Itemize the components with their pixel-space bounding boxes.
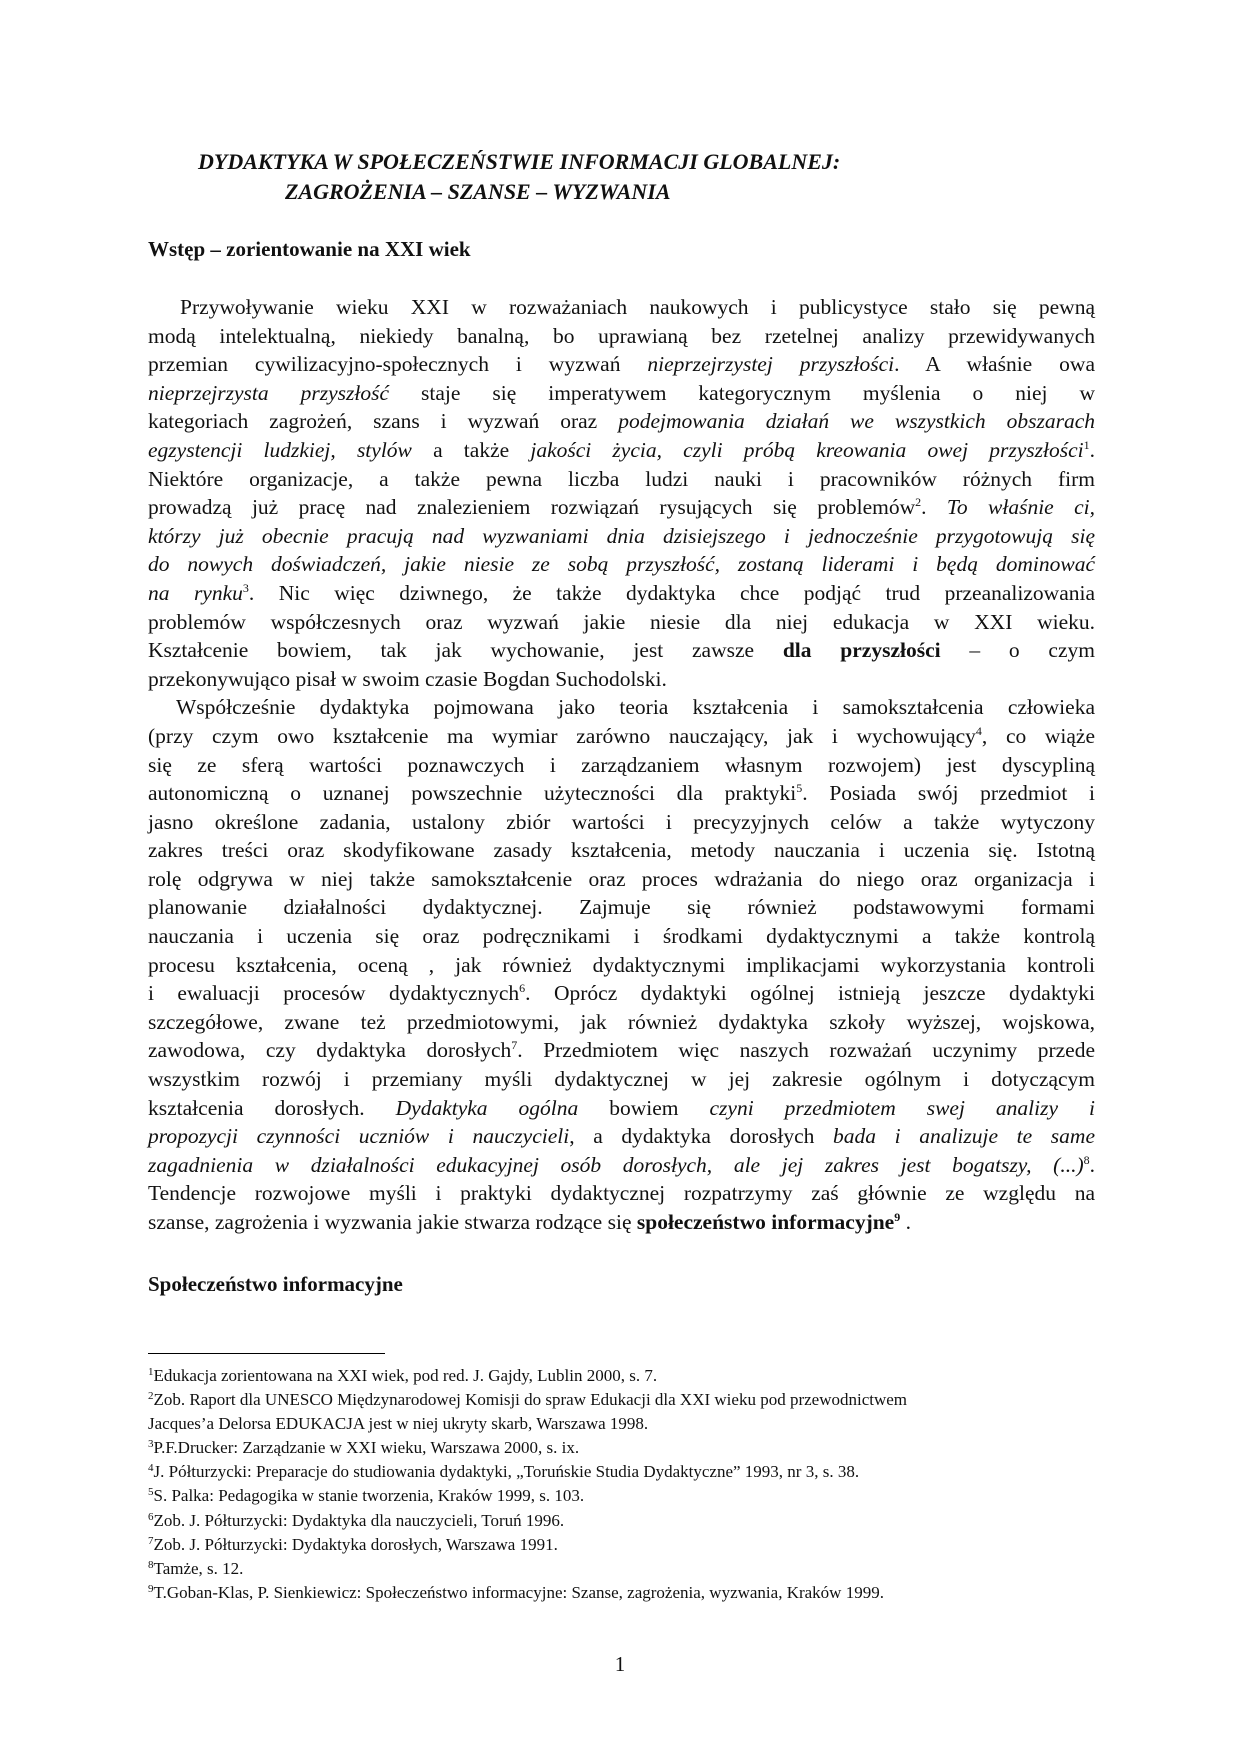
footnote-text: P.F.Drucker: Zarządzanie w XXI wieku, Warszawa 2000, s. ix. xyxy=(153,1438,580,1458)
italic-text: do nowych doświadczeń, jakie niesie ze sobą przyszłość, zostaną liderami i będą dominować xyxy=(148,552,1095,577)
footnote-number: 6 xyxy=(148,1510,154,1523)
footnote-line xyxy=(148,1509,1095,1533)
italic-text: którzy już obecnie pracują nad wyzwaniami dnia dzisiejszego i jednocześnie przygotowują się xyxy=(148,523,1095,548)
document-title-line1: DYDAKTYKA W SPOŁECZEŃSTWIE INFORMACJI GLOBALNEJ: xyxy=(198,149,841,174)
footnote-number: 8 xyxy=(148,1558,154,1571)
text-run: kształcenia dorosłych. xyxy=(148,1095,396,1120)
footnote xyxy=(148,1436,1095,1460)
footnote-number: 2 xyxy=(148,1390,154,1403)
footnote-text: Zob. Raport dla UNESCO Międzynarodowej Komisji do spraw Edukacji dla XXI wieku pod przewodnictwem xyxy=(153,1390,908,1410)
text-line xyxy=(148,465,1095,494)
text-run: wszystkim rozwój i przemiany myśli dydaktycznej w jej zakresie ogólnym i dotyczącym xyxy=(148,1067,1095,1092)
footnotes xyxy=(148,1364,1095,1605)
text-line xyxy=(148,922,1095,951)
footnote-number: 3 xyxy=(148,1438,154,1451)
text-line xyxy=(148,1036,1095,1065)
footnote xyxy=(148,1460,1095,1484)
footnote-ref: 5 xyxy=(796,781,803,796)
text-run: . xyxy=(1089,1152,1095,1177)
footnote-text: Zob. J. Półturzycki: Dydaktyka dla nauczycieli, Toruń 1996. xyxy=(153,1510,565,1530)
text-line xyxy=(148,1094,1095,1123)
text-run: rolę odgrywa w niej także samokształcenie oraz proces wdrażania do niego oraz organizacja i xyxy=(148,866,1095,891)
text-run: . xyxy=(1089,437,1095,462)
footnote-ref: 7 xyxy=(511,1038,518,1053)
text-run: przemian cywilizacyjno-społecznych i wyzwań xyxy=(148,352,648,377)
text-run: planowanie działalności dydaktycznej. Zajmuje się również podstawowymi formami xyxy=(148,895,1095,920)
footnote-line xyxy=(148,1412,1095,1436)
text-run: . xyxy=(921,495,947,520)
text-run: przekonywująco pisał w swoim czasie Bogdan Suchodolski. xyxy=(148,666,667,691)
bold-text: dla przyszłości xyxy=(782,638,941,663)
text-run: . Oprócz dydaktyki ogólnej istnieją jeszcze dydaktyki xyxy=(525,981,1096,1006)
text-line xyxy=(148,436,1095,465)
footnote-number: 7 xyxy=(148,1534,154,1547)
text-line xyxy=(148,951,1095,980)
text-line xyxy=(148,779,1095,808)
text-run: . Nic więc dziwnego, że także dydaktyka chce podjąć trud przeanalizowania xyxy=(248,580,1096,605)
text-run: Tendencje rozwojowe myśli i praktyki dydaktycznej rozpatrzymy zaś głównie ze względu na xyxy=(148,1181,1095,1206)
text-line xyxy=(148,1008,1095,1037)
footnote-number: 5 xyxy=(148,1486,154,1499)
footnote xyxy=(148,1484,1095,1508)
italic-text: na rynku xyxy=(148,580,243,605)
text-line xyxy=(148,579,1095,608)
paragraph xyxy=(148,293,1095,693)
text-line xyxy=(148,808,1095,837)
footnote-number: 1 xyxy=(148,1366,154,1378)
text-run: autonomiczną o uznanej powszechnie użyteczności dla praktyki xyxy=(148,781,797,806)
footnote-line xyxy=(148,1533,1095,1557)
italic-text: To właśnie ci, xyxy=(946,495,1095,520)
italic-text: propozycji czynności uczniów i nauczycieli xyxy=(148,1124,570,1149)
footnote-ref: 1 xyxy=(1083,437,1090,452)
text-run: . xyxy=(900,1210,911,1234)
footnote-text: Jacques’a Delorsa EDUKACJA jest w niej ukryty skarb, Warszawa 1998. xyxy=(148,1414,649,1434)
footnote-text: J. Półturzycki: Preparacje do studiowania dydaktyki, „Toruńskie Studia Dydaktyczne” 1993, nr 3, s. 38. xyxy=(153,1462,860,1482)
text-run: a także xyxy=(411,437,531,462)
footnote-separator xyxy=(148,1353,385,1354)
text-run: zakres treści oraz skodyfikowane zasady kształcenia, metody nauczania i uczenia się. Istotną xyxy=(148,838,1095,863)
footnote-text: Edukacja zorientowana na XXI wiek, pod red. J. Gajdy, Lublin 2000, s. 7. xyxy=(153,1366,658,1385)
italic-text: Dydaktyka ogólna xyxy=(395,1095,579,1120)
text-run: jasno określone zadania, ustalony zbiór wartości i precyzyjnych celów a także wytyczony xyxy=(148,809,1095,834)
text-run: Niektóre organizacje, a także pewna liczba ludzi nauki i pracowników różnych firm xyxy=(148,466,1095,491)
text-run: . Posiada swój przedmiot i xyxy=(802,781,1095,806)
text-line xyxy=(148,379,1095,408)
text-run: kategoriach zagrożeń, szans i wyzwań oraz xyxy=(148,409,619,434)
text-run: Przywoływanie wieku XXI w rozważaniach naukowych i publicystyce stało się pewną xyxy=(180,295,1095,319)
text-line xyxy=(148,1179,1095,1208)
text-run: problemów współczesnych oraz wyzwań jakie niesie dla niej edukacja w XXI wieku. xyxy=(148,609,1095,634)
text-line xyxy=(148,293,1095,322)
italic-text: nieprzejrzystej przyszłości xyxy=(647,352,895,377)
text-run: szanse, zagrożenia i wyzwania jakie stwarza rodzące się xyxy=(148,1210,637,1234)
footnote-line xyxy=(148,1364,1095,1388)
text-run: . Przedmiotem więc naszych rozważań uczynimy przede xyxy=(517,1038,1095,1063)
text-run: procesu kształcenia, oceną , jak również dydaktycznymi implikacjami wykorzystania kontroli xyxy=(148,952,1095,977)
italic-text: czyni przedmiotem swej analizy i xyxy=(709,1095,1095,1120)
text-line xyxy=(148,1065,1095,1094)
footnote-ref: 2 xyxy=(915,495,922,510)
footnote-number: 9 xyxy=(148,1582,154,1595)
footnote xyxy=(148,1581,1095,1605)
footnote-text: Tamże, s. 12. xyxy=(153,1558,244,1578)
text-line xyxy=(148,665,1095,694)
text-line xyxy=(148,322,1095,351)
section-heading-intro: Wstęp – zorientowanie na XXI wiek xyxy=(148,237,471,261)
text-run: i ewaluacji procesów dydaktycznych xyxy=(148,981,520,1006)
text-line xyxy=(148,1122,1095,1151)
text-run: , a dydaktyka dorosłych xyxy=(569,1124,833,1149)
footnote xyxy=(148,1364,1095,1388)
text-run: Kształcenie bowiem, tak jak wychowanie, jest zawsze xyxy=(148,638,783,663)
footnote-ref: 3 xyxy=(242,580,249,595)
italic-text: nieprzejrzysta przyszłość xyxy=(148,380,390,405)
text-run: , co wiąże xyxy=(981,723,1095,748)
text-line xyxy=(148,522,1095,551)
text-line xyxy=(148,693,1095,722)
text-run: staje się imperatywem kategorycznym myślenia o niej w xyxy=(389,380,1096,405)
italic-text: podejmowania działań we wszystkich obszarach xyxy=(618,409,1095,434)
italic-text: egzystencji ludzkiej, stylów xyxy=(148,437,412,462)
text-run: się ze sferą wartości poznawczych i zarządzaniem własnym rozwojem) jest dyscypliną xyxy=(148,752,1095,777)
footnote-ref: 6 xyxy=(519,981,526,996)
italic-text: jakości życia, czyli próbą kreowania owej przyszłości xyxy=(530,437,1084,462)
text-line xyxy=(148,350,1095,379)
footnote-ref: 8 xyxy=(1083,1152,1090,1167)
italic-text: zagadnienia w działalności edukacyjnej osób dorosłych, ale jej zakres jest bogatszy, (...) xyxy=(148,1152,1084,1177)
text-run: . A właśnie owa xyxy=(894,352,1095,377)
text-run: zawodowa, czy dydaktyka dorosłych xyxy=(148,1038,512,1063)
body-text xyxy=(148,293,1095,1237)
text-run: bowiem xyxy=(578,1095,710,1120)
text-line xyxy=(148,1208,1095,1237)
italic-text: bada i analizuje te same xyxy=(832,1124,1095,1149)
text-line xyxy=(148,893,1095,922)
text-run: nauczania i uczenia się oraz podręcznikami i środkami dydaktycznymi a także kontrolą xyxy=(148,924,1095,949)
footnote-ref: 9 xyxy=(894,1210,901,1224)
text-run: szczegółowe, zwane też przedmiotowymi, jak również dydaktyka szkoły wyższej, wojskowa, xyxy=(148,1009,1095,1034)
footnote xyxy=(148,1533,1095,1557)
footnote-ref: 4 xyxy=(975,723,982,738)
footnote-text: Zob. J. Półturzycki: Dydaktyka dorosłych, Warszawa 1991. xyxy=(153,1534,558,1554)
text-line xyxy=(148,636,1095,665)
footnote-text: S. Palka: Pedagogika w stanie tworzenia, Kraków 1999, s. 103. xyxy=(153,1486,585,1506)
footnote xyxy=(148,1509,1095,1533)
document-title-line2: ZAGROŻENIA – SZANSE – WYZWANIA xyxy=(285,179,671,204)
footnote xyxy=(148,1557,1095,1581)
page-number: 1 xyxy=(614,1652,626,1676)
footnote-line xyxy=(148,1557,1095,1581)
text-line xyxy=(148,979,1095,1008)
paragraph xyxy=(148,693,1095,1236)
text-line xyxy=(148,407,1095,436)
text-run: prowadzą już pracę nad znalezieniem rozwiązań rysujących się problemów xyxy=(148,495,916,520)
footnote-line xyxy=(148,1436,1095,1460)
text-line xyxy=(148,493,1095,522)
footnote-text: T.Goban-Klas, P. Sienkiewicz: Społeczeństwo informacyjne: Szanse, zagrożenia, wyzwania, Kraków 1999. xyxy=(153,1582,884,1602)
bold-text: społeczeństwo informacyjne xyxy=(636,1210,895,1234)
footnote-line xyxy=(148,1581,1095,1605)
section-heading-information-society: Społeczeństwo informacyjne xyxy=(148,1272,403,1296)
text-line xyxy=(148,550,1095,579)
text-line xyxy=(148,1151,1095,1180)
text-line xyxy=(148,608,1095,637)
footnote-line xyxy=(148,1388,1095,1412)
text-run: Współcześnie dydaktyka pojmowana jako teoria kształcenia i samokształcenia człowieka xyxy=(176,695,1095,720)
footnote-number: 4 xyxy=(148,1462,154,1475)
text-run: – o czym xyxy=(940,638,1095,663)
footnote xyxy=(148,1388,1095,1436)
footnote-line xyxy=(148,1460,1095,1484)
text-run: modą intelektualną, niekiedy banalną, bo uprawianą bez rzetelnej analizy przewidywanych xyxy=(148,323,1095,348)
text-line xyxy=(148,751,1095,780)
text-line xyxy=(148,836,1095,865)
text-line xyxy=(148,722,1095,751)
text-line xyxy=(148,865,1095,894)
text-run: (przy czym owo kształcenie ma wymiar zarówno nauczający, jak i wychowujący xyxy=(148,723,976,748)
footnote-line xyxy=(148,1484,1095,1508)
